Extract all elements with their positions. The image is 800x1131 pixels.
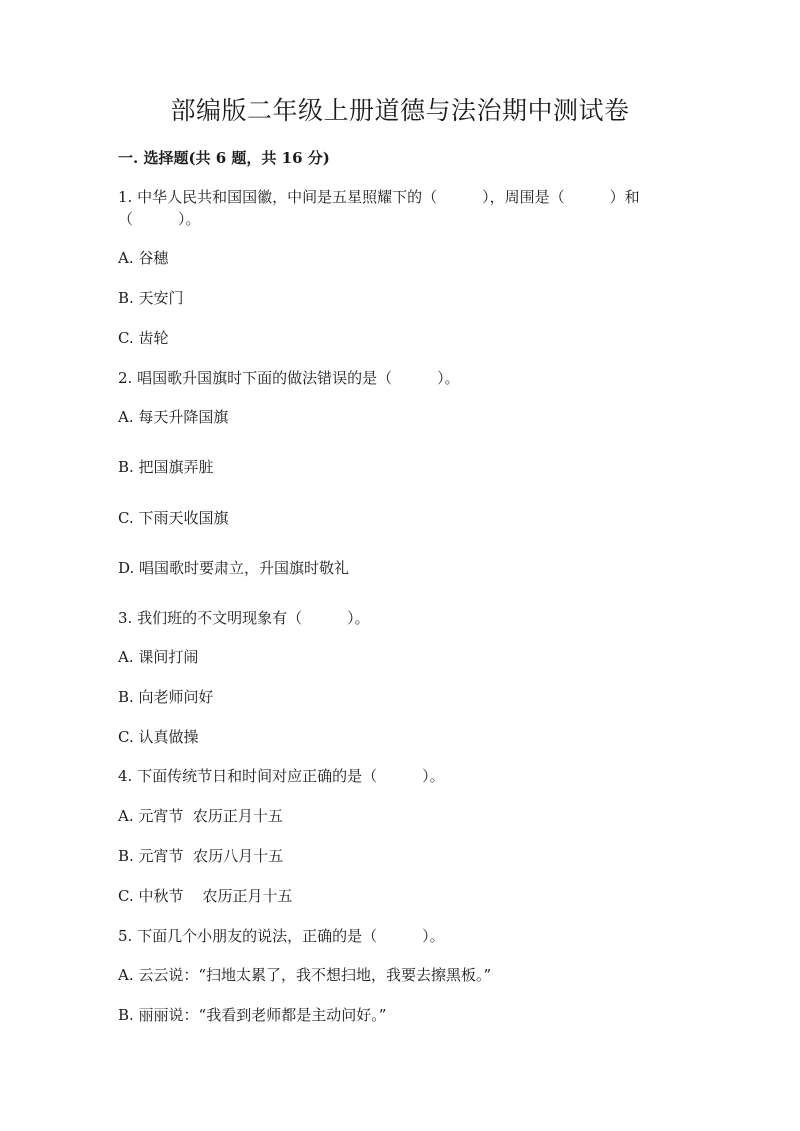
question-2-option-c: C. 下雨天收国旗	[118, 509, 229, 527]
question-3-option-b: B. 向老师问好	[118, 688, 214, 706]
question-1-stem: 1. 中华人民共和国国徽，中间是五星照耀下的（ ），周围是（ ）和（ ）。	[118, 188, 640, 228]
question-4-option-b: B. 元宵节 农历八月十五	[118, 847, 284, 865]
question-3-stem: 3. 我们班的不文明现象有（ ）。	[118, 609, 370, 627]
question-1-option-c: C. 齿轮	[118, 329, 169, 347]
question-2-option-a: A. 每天升降国旗	[118, 408, 229, 426]
question-1-option-b: B. 天安门	[118, 289, 184, 307]
question-2-stem: 2. 唱国歌升国旗时下面的做法错误的是（ ）。	[118, 369, 460, 387]
question-4-stem: 4. 下面传统节日和时间对应正确的是（ ）。	[118, 767, 445, 785]
section-heading: 一. 选择题(共 6 题，共 16 分)	[118, 149, 330, 167]
question-4-option-a: A. 元宵节 农历正月十五	[118, 807, 283, 825]
question-4-option-c: C. 中秋节 农历正月十五	[118, 887, 293, 905]
question-3-option-c: C. 认真做操	[118, 728, 199, 746]
question-2-option-d: D. 唱国歌时要肃立，升国旗时敬礼	[118, 559, 350, 577]
question-5-stem: 5. 下面几个小朋友的说法，正确的是（ ）。	[118, 927, 445, 945]
question-3-option-a: A. 课间打闹	[118, 648, 199, 666]
question-5-option-a: A. 云云说：“扫地太累了，我不想扫地，我要去擦黑板。”	[118, 966, 492, 984]
question-1-option-a: A. 谷穗	[118, 249, 169, 267]
page-title: 部编版二年级上册道德与法治期中测试卷	[170, 96, 630, 125]
question-5-option-b: B. 丽丽说：“我看到老师都是主动问好。”	[118, 1006, 387, 1024]
question-2-option-b: B. 把国旗弄脏	[118, 458, 214, 476]
